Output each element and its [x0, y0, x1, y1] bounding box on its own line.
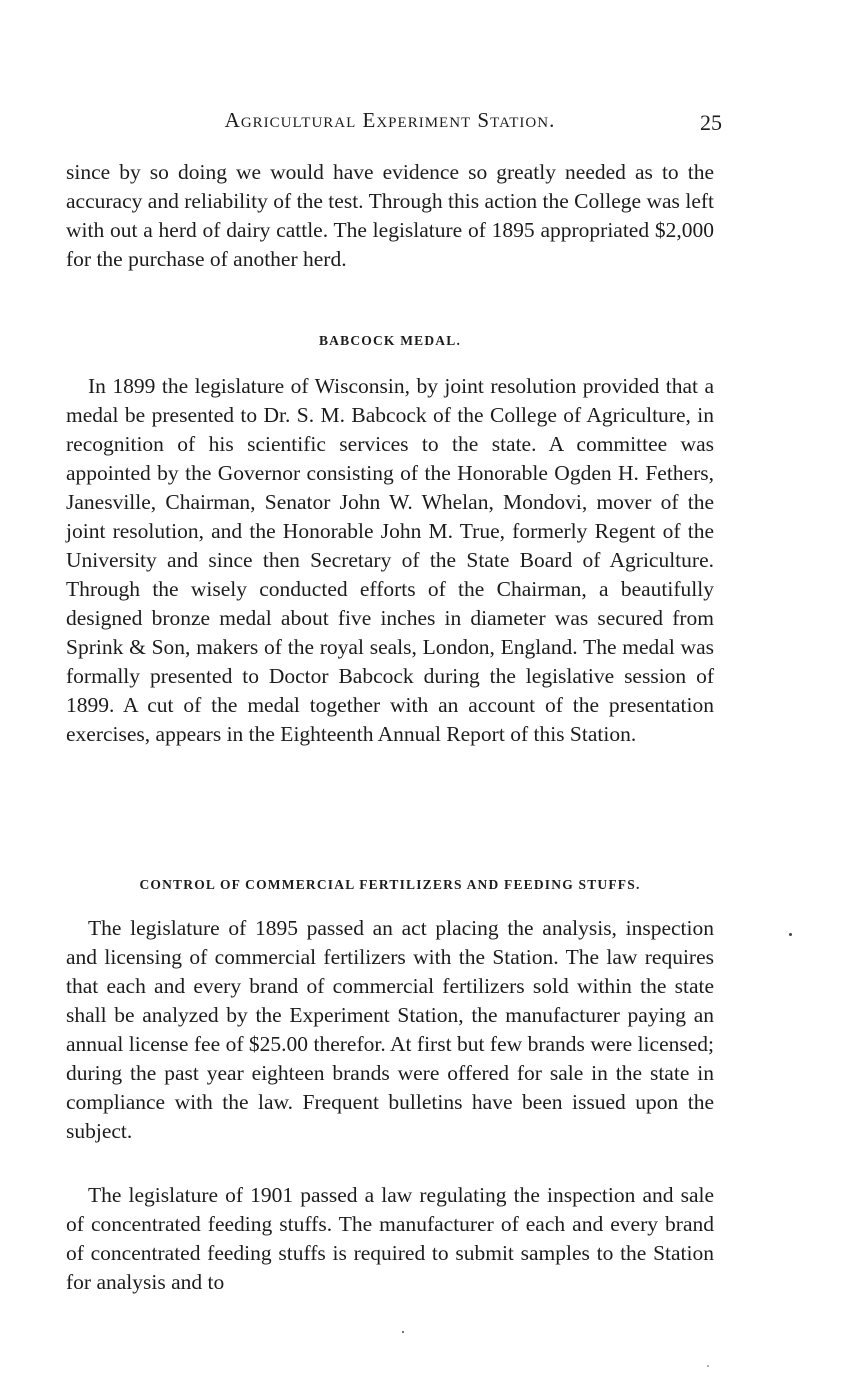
paragraph-feeding-stuffs: The legislature of 1901 passed a law regulating the inspection and sale of concentrated feeding stuffs. The manufacturer of each and every brand of concentrated feeding stuffs is required to submit samples to the Station for analysis and to: [66, 1183, 714, 1294]
heading-control-fertilizers: CONTROL OF COMMERCIAL FERTILIZERS AND FEEDING STUFFS.: [139, 877, 641, 892]
paragraph-continuation: since by so doing we would have evidence so greatly needed as to the accuracy and reliability of the test. Through this action the College was left with out a herd of dairy cattle. The legislature of 1895 appropriated $2,000 for the purchase of another herd.: [66, 160, 714, 271]
scan-speck: [402, 1331, 404, 1333]
scan-speck: [789, 933, 792, 936]
running-head: Agricultural Experiment Station.: [224, 108, 556, 132]
page-number: 25: [700, 110, 722, 135]
scan-speck: [707, 1365, 709, 1367]
paragraph-fertilizers: The legislature of 1895 passed an act placing the analysis, inspection and licensing of commercial fertilizers with the Station. The law requires that each and every brand of commercial fertilizers sold within the state shall be analyzed by the Experiment Station, the manufacturer paying an annual license fee of $25.00 therefor. At first but few brands were licensed; during the past year eighteen brands were offered for sale in the state in compliance with the law. Frequent bulletins have been issued upon the subject.: [66, 916, 714, 1143]
paragraph-babcock-medal: In 1899 the legislature of Wisconsin, by joint resolution provided that a medal be presented to Dr. S. M. Babcock of the College of Agriculture, in recognition of his scientific services to the state. A committee was appointed by the Governor consisting of the Honorable Ogden H. Fethers, Janesville, Chairman, Senator John W. Whelan, Mondovi, mover of the joint resolution, and the Honorable John M. True, formerly Regent of the University and since then Secretary of the State Board of Agriculture. Through the wisely conducted efforts of the Chairman, a beautifully designed bronze medal about five inches in diameter was secured from Sprink & Son, makers of the royal seals, London, England. The medal was formally presented to Doctor Babcock during the legislative session of 1899. A cut of the medal together with an account of the presentation exercises, appears in the Eighteenth Annual Report of this Station.: [66, 374, 714, 746]
heading-babcock-medal: BABCOCK MEDAL.: [318, 333, 462, 348]
